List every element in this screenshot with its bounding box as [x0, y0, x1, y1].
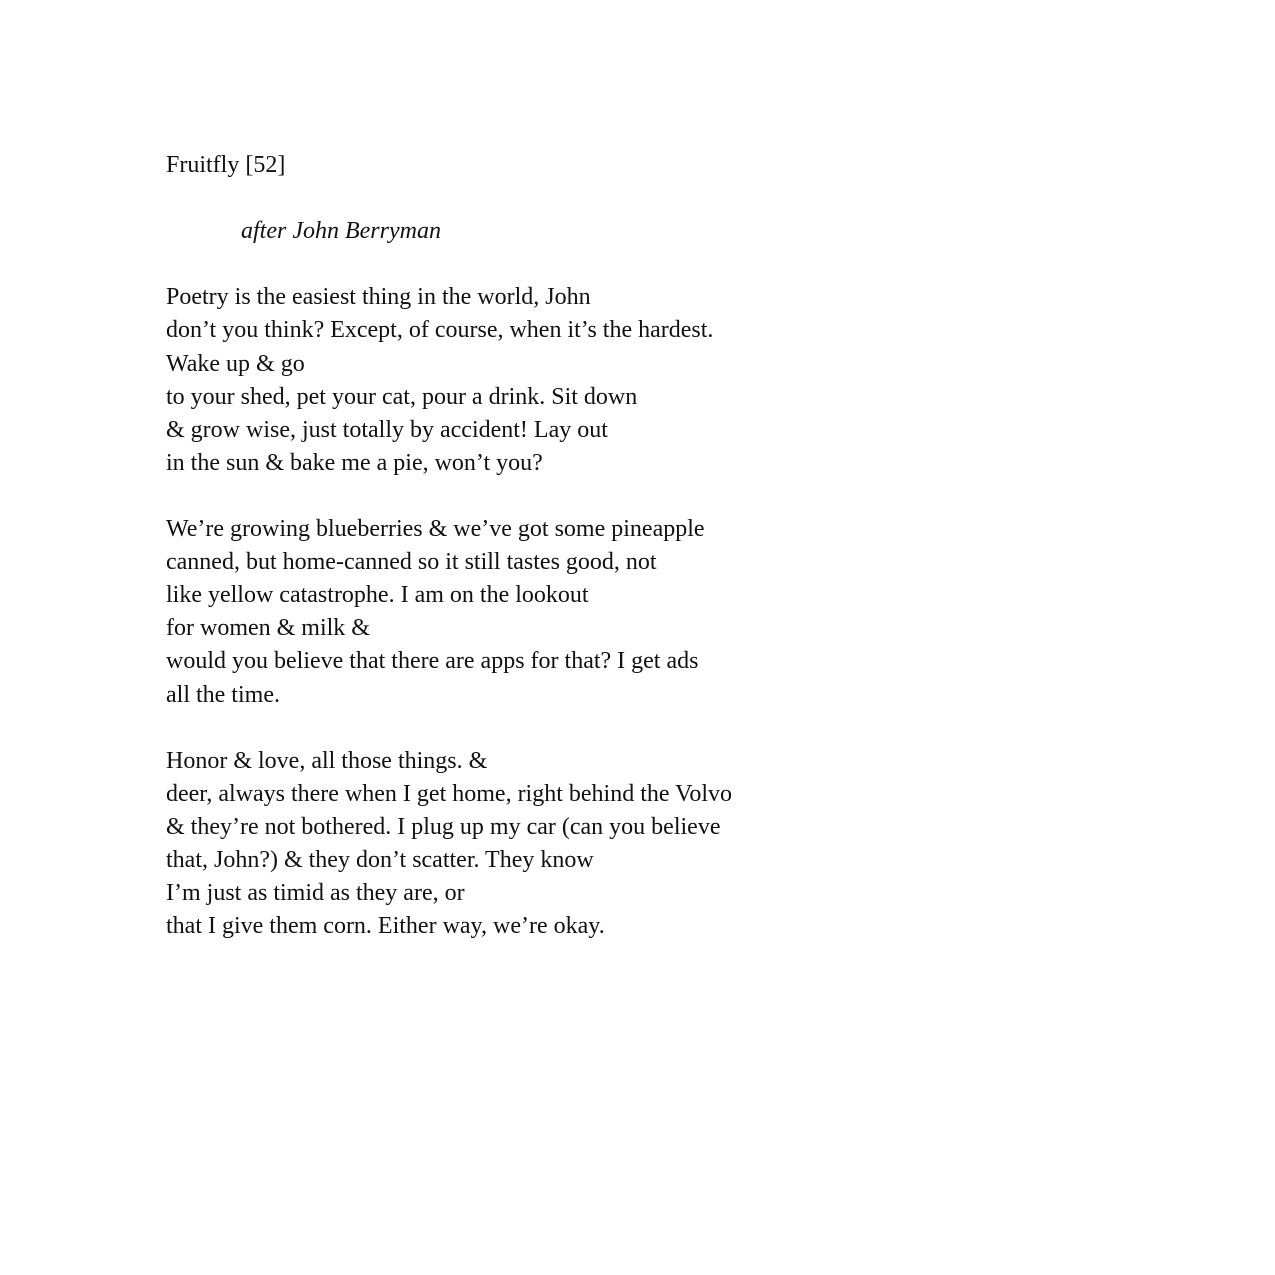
spacer [166, 182, 1166, 215]
poem-line: don’t you think? Except, of course, when it’s the hardest. [166, 317, 714, 344]
poem-line: like yellow catastrophe. I am on the lookout [166, 582, 589, 609]
poem-line: in the sun & bake me a pie, won’t you? [166, 449, 543, 476]
poem-line: deer, always there when I get home, right behind the Volvo [166, 780, 733, 807]
poem-line: We’re growing blueberries & we’ve got some pineapple [166, 516, 705, 543]
poem-dedication: after John Berryman [241, 218, 441, 245]
poem-line: canned, but home-canned so it still tastes good, not [166, 549, 657, 576]
poem-line: that, John?) & they don’t scatter. They know [166, 846, 594, 873]
poem-line: Poetry is the easiest thing in the world, John [166, 284, 591, 311]
poem-line: for women & milk & [166, 615, 370, 642]
poem-line: I’m just as timid as they are, or [166, 880, 465, 907]
stanza-3 [166, 745, 1166, 944]
poem-line: that I give them corn. Either way, we’re okay. [166, 913, 605, 940]
spacer [166, 248, 1166, 281]
poem-line: & they’re not bothered. I plug up my car (can you believe [166, 813, 721, 840]
poem-line: all the time. [166, 681, 280, 708]
stanza-2 [166, 513, 1166, 712]
poem-line: & grow wise, just totally by accident! Lay out [166, 416, 608, 443]
poem-line: Honor & love, all those things. & [166, 747, 488, 774]
stanza-1 [166, 281, 1166, 480]
spacer [166, 480, 1166, 513]
poem-line: to your shed, pet your cat, pour a drink. Sit down [166, 383, 638, 410]
spacer [166, 712, 1166, 745]
poem-title: Fruitfly [52] [166, 152, 286, 178]
poem-page [166, 149, 1166, 943]
poem-line: would you believe that there are apps for that? I get ads [166, 648, 699, 675]
poem-line: Wake up & go [166, 350, 305, 377]
